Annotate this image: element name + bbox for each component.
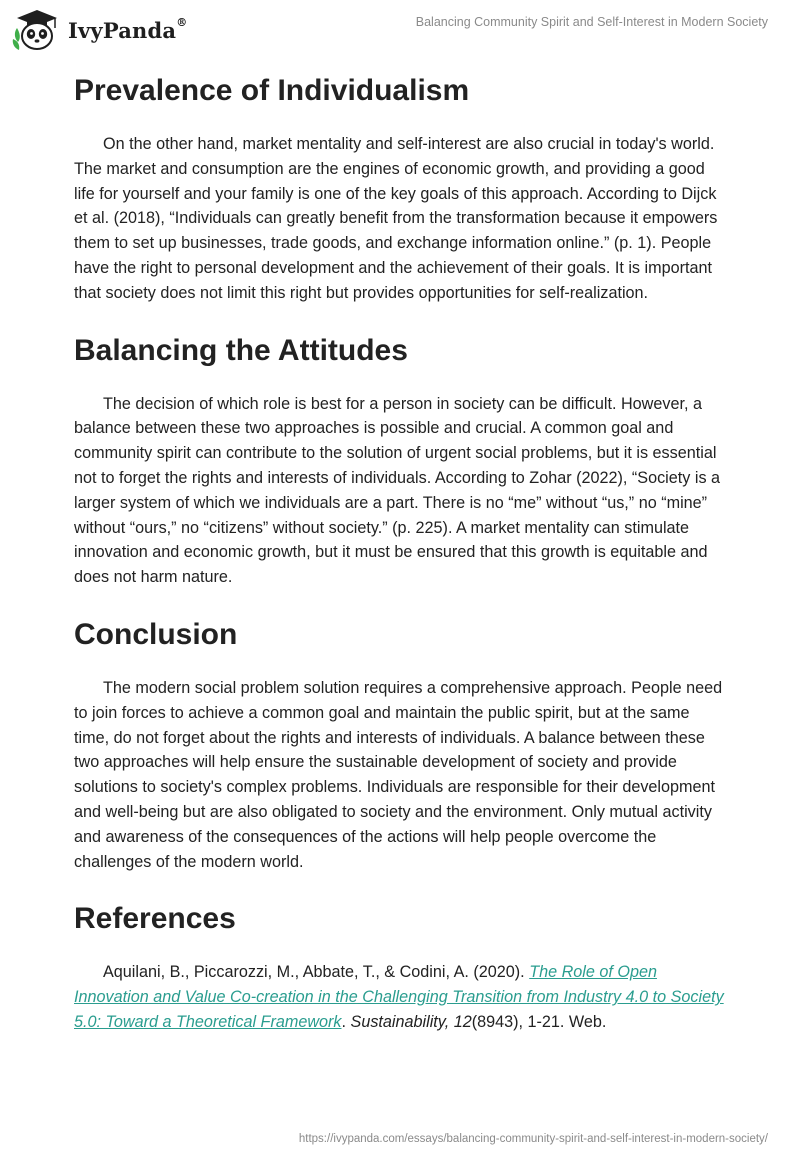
references-heading: References (74, 902, 236, 936)
section-paragraph: On the other hand, market mentality and self-interest are also crucial in today's world. The market and consumption are the engines of economic growth, and providing a good life for yourself and your family is one of the key goals of this approach. According to Dijck et al. (2018), “Individuals can greatly benefit from the transformation because it empowers them to set up businesses, trade goods, and exchange information online.” (p. 1). People have the right to personal development and the achievement of their goals. It is important that society does not limit this right but provides opportunities for self-realization. (74, 135, 718, 302)
section-conclusion (74, 614, 726, 874)
reference-entry (74, 960, 726, 1034)
reference-journal: Sustainability, (350, 1012, 450, 1031)
page-header (0, 0, 800, 60)
section-prevalence-of-individualism (74, 70, 726, 306)
panda-graduate-icon (12, 8, 62, 52)
section-heading: Prevalence of Individualism (74, 74, 470, 107)
section-paragraph: The decision of which role is best for a person in society can be difficult. However, a balance between these two approaches is possible and crucial. A common goal and community spirit can contribute to the solution of urgent social problems, but it is essential not to forget the rights and interests of individuals. According to Zohar (2022), “Society is a larger system of which we individuals are a part. There is no “me” without “us,” no “mine” without “ours,” no “citizens” without society.” (p. 225). A market mentality can stimulate innovation and economic growth, but it must be ensured that this growth is equitable and does not harm nature. (74, 394, 721, 587)
section-balancing-the-attitudes (74, 330, 726, 590)
reference-title-link[interactable]: The Role of Open Innovation and Value Co-creation in the Challenging Transition from Industry 4.0 to Society 5.0: Toward a Theoretical Framework (74, 963, 724, 1031)
reference-volume: 12 (449, 1012, 472, 1031)
section-paragraph: The modern social problem solution requires a comprehensive approach. People need to join forces to achieve a common goal and maintain the public spirit, but at the same time, do not forget about the rights and interests of individuals. A balance between these two approaches will help ensure the sustainable development of society and provide solutions to society's complex problems. Individuals are responsible for their development and well-being but are also obligated to society and the environment. Only mutual activity and awareness of the consequences of the actions will help people overcome the challenges of the modern world. (74, 678, 723, 871)
reference-authors: Aquilani, B., Piccarozzi, M., Abbate, T., & Codini, A. (2020). (103, 963, 530, 982)
reference-tail: (8943), 1-21. Web. (471, 1012, 607, 1031)
section-heading: Balancing the Attitudes (74, 333, 408, 367)
reference-punctuation: . (341, 1012, 351, 1031)
brand-name: IvyPanda® (68, 15, 188, 43)
ivypanda-logo[interactable] (12, 8, 187, 52)
essay-body (74, 70, 726, 1035)
section-heading: Conclusion (74, 617, 238, 651)
section-references (74, 898, 726, 1034)
document-title: Balancing Community Spirit and Self-Interest in Modern Society (415, 15, 768, 29)
footer-url[interactable]: https://ivypanda.com/essays/balancing-community-spirit-and-self-interest-in-modern-society/ (298, 1133, 768, 1145)
